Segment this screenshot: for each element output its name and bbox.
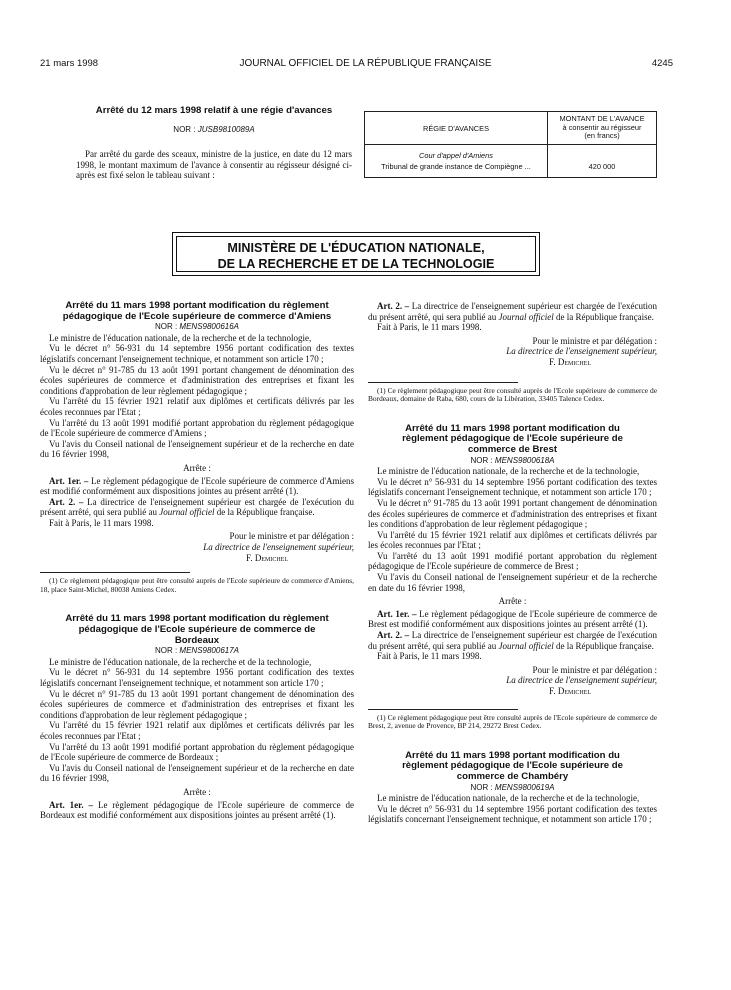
bordeaux-p5: Vu l'arrêté du 13 août 1991 modifié portant approbation du règlement pédagogique de l'Ecole supérieure de commerce de Bordeaux ; (40, 741, 354, 763)
brest-art2-label: Art. 2. – (377, 630, 410, 641)
amiens-art2-label: Art. 2. – (49, 496, 84, 507)
brest-footnote: (1) Ce règlement pédagogique peut être consulté auprès de l'Ecole supérieure de commerce de Brest, 2, avenue de Provence, BP 214, 29272 Brest Cedex. (368, 712, 657, 731)
brest-art1-label: Art. 1er. – (377, 608, 417, 619)
amount-value: 420 000 (588, 161, 616, 171)
brest-journal-officiel: Journal officiel (498, 640, 554, 651)
bordeaux-p3: Vu le décret n° 91-785 du 13 août 1991 portant changement de dénomination des écoles supérieures de commerce et d'administration des entreprises et fixant les conditions d'approbation de leur règlement pédagogique ; (40, 688, 354, 720)
ministry-line2: DE LA RECHERCHE ET DE LA TECHNOLOGIE (217, 257, 495, 271)
montant-line3: (en francs) (584, 131, 620, 141)
amiens-signature-name: F. Demichel (246, 552, 288, 563)
brest-art2-text: La directrice de l'enseignement supérieur est chargée de l'exécution du présent arrêté, qui sera publié au (368, 630, 657, 651)
brest-signature (368, 686, 657, 697)
amiens-p3: Vu le décret n° 91-785 du 13 août 1991 portant changement de dénomination des écoles supérieures de commerce et d'administration des entreprises et fixant les conditions d'approbation de leur règlement pédagogique ; (40, 364, 354, 396)
brest-p6: Vu l'avis du Conseil national de l'enseignement supérieur et de la recherche en date du 16 février 1998, (368, 572, 657, 593)
brest-fait: Fait à Paris, le 11 mars 1998. (377, 651, 482, 662)
avances-table (364, 111, 657, 178)
montant-line1: MONTANT DE L'AVANCE (559, 114, 645, 124)
brest-art1-text: Le règlement pédagogique de l'Ecole supérieure de commerce de Brest est modifié conformément aux dispositions jointes au présent arrêté (1). (368, 608, 658, 630)
amiens-nor: NOR : MENS9800616A (154, 322, 240, 332)
brest-nor: NOR : MENS9800618A (470, 455, 555, 465)
ministry-banner (172, 232, 540, 276)
bordeaux-arrete: Arrête : (183, 786, 211, 797)
bordeaux-signature-name: F. Demichel (549, 356, 591, 367)
bordeaux-p6: Vu l'avis du Conseil national de l'enseignement supérieur et de la recherche en date du 16 février 1998, (40, 762, 354, 784)
amiens-fait: Fait à Paris, le 11 mars 1998. (49, 517, 154, 528)
brest-signature-name: F. Demichel (549, 686, 591, 696)
amiens-footnote-rule (40, 572, 190, 573)
table-header-montant (548, 112, 657, 145)
bordeaux-p1: Le ministre de l'éducation nationale, de la recherche et de la technologie, (49, 656, 312, 667)
amiens-pour: Pour le ministre et par délégation : (229, 531, 354, 542)
brest-art2 (368, 630, 657, 651)
amiens-footnote: (1) Ce règlement pédagogique peut être consulté auprès de l'Ecole supérieure de commerce d'Amiens, 18, place Saint-Michel, 80038 Amiens Cedex. (40, 576, 354, 594)
nor-label: NOR : (173, 124, 196, 134)
bordeaux-footnote: (1) Ce règlement pédagogique peut être consulté auprès de l'Ecole supérieure de commerce de Bordeaux, domaine de Raba, 680, cours de la Libération, 33405 Talence Cedex. (368, 385, 657, 404)
bordeaux-p4: Vu l'arrêté du 15 février 1921 relatif aux diplômes et certificats délivrés par les écoles reconnues par l'Etat ; (40, 720, 354, 741)
amiens-nor-code: MENS9800616A (179, 322, 240, 332)
amiens-art1 (40, 476, 354, 497)
bordeaux-title: Arrêté du 11 mars 1998 portant modification du règlement pédagogique de l'Ecole supérieure de commerce de Bordeaux (65, 613, 329, 646)
regie-section (76, 106, 352, 181)
amiens-art1-text: Le règlement pédagogique de l'Ecole supérieure de commerce d'Amiens est modifié conformément aux dispositions jointes au présent arrêté (1). (40, 475, 354, 497)
ministry-line1: MINISTÈRE DE L'ÉDUCATION NATIONALE, (227, 241, 485, 255)
amiens-title: Arrêté du 11 mars 1998 portant modification du règlement pédagogique de l'Ecole supérieure de commerce d'Amiens (62, 300, 332, 322)
left-column (40, 301, 354, 821)
brest-p4: Vu l'arrêté du 15 février 1921 relatif aux diplômes et certificats délivrés par les écoles reconnues par l'Etat ; (368, 529, 657, 551)
amiens-art1-label: Art. 1er. – (49, 475, 89, 486)
table-row-regie (365, 145, 548, 178)
amiens-arrete: Arrête : (183, 462, 211, 473)
brest-nor-code: MENS9800618A (494, 455, 555, 465)
amiens-p4: Vu l'arrêté du 15 février 1921 relatif aux diplômes et certificats délivrés par les écoles reconnues par l'Etat ; (40, 396, 354, 417)
bordeaux-art2-label: Art. 2. – (377, 301, 410, 311)
amiens-directrice: La directrice de l'enseignement supérieur, (203, 542, 354, 553)
brest-p3: Vu le décret n° 91-785 du 13 août 1991 portant changement de dénomination des écoles supérieures de commerce et d'administration des entreprises et fixant les conditions d'approbation de leur règlement pédagogique ; (368, 497, 657, 530)
regie-nor (76, 125, 352, 136)
journal-title: JOURNAL OFFICIEL DE LA RÉPUBLIQUE FRANÇAISE (239, 58, 492, 69)
bordeaux-nor-code: MENS9800617A (179, 646, 240, 656)
page-number: 4245 (651, 58, 673, 69)
right-column (368, 301, 657, 825)
brest-pour: Pour le ministre et par délégation : (532, 664, 657, 675)
montant-line2: à consentir au régisseur (562, 122, 642, 132)
brest-footnote-rule (368, 709, 518, 710)
brest-p2: Vu le décret n° 56-931 du 14 septembre 1956 portant codification des textes législatifs concernant l'enseignement technique, et notamment son article 170 ; (368, 476, 657, 498)
amiens-p2: Vu le décret n° 56-931 du 14 septembre 1956 portant codification des textes législatifs concernant l'enseignement technique, et notamment son article 170 ; (40, 343, 354, 364)
amiens-art2 (40, 497, 354, 518)
bordeaux-fait: Fait à Paris, le 11 mars 1998. (377, 322, 482, 333)
brest-directrice: La directrice de l'enseignement supérieur, (506, 675, 657, 686)
amiens-signature (40, 553, 354, 564)
chambery-p1: Le ministre de l'éducation nationale, de la recherche et de la technologie, (377, 793, 640, 804)
brest-p5: Vu l'arrêté du 13 août 1991 modifié portant approbation du règlement pédagogique de l'Ecole supérieure de commerce de Brest ; (368, 550, 657, 572)
amiens-art2-text: La directrice de l'enseignement supérieur est chargée de l'exécution du présent arrêté, qui sera publié au (40, 496, 355, 518)
arrete-amiens (40, 301, 354, 594)
nor-code: JUSB9810089A (197, 124, 255, 134)
table-header-regie: RÉGIE D'AVANCES (365, 112, 548, 145)
bordeaux-art1-label: Art. 1er. – (49, 799, 94, 810)
bordeaux-continued (368, 301, 657, 404)
bordeaux-journal-officiel: Journal officiel (498, 311, 554, 322)
brest-art2-end: de la République française. (555, 640, 654, 651)
regie-text: Par arrêté du garde des sceaux, ministre de la justice, en date du 12 mars 1998, le montant maximum de l'avance à consentir au régisseur désigné ci-après est fixé selon le tableau suivant : (76, 149, 352, 181)
bordeaux-art2 (368, 301, 657, 322)
amiens-p5: Vu l'arrêté du 13 août 1991 modifié portant approbation du règlement pédagogique de l'Ecole supérieure de commerce d'Amiens ; (40, 417, 354, 439)
bordeaux-art2-end: de la République française. (555, 311, 654, 322)
bordeaux-nor: NOR : MENS9800617A (154, 646, 240, 656)
chambery-nor: NOR : MENS9800619A (470, 782, 555, 792)
table-row-amount (548, 145, 657, 178)
chambery-p2: Vu le décret n° 56-931 du 14 septembre 1956 portant codification des textes législatifs concernant l'enseignement technique, et notamment son article 170 ; (368, 803, 657, 825)
bordeaux-signature (368, 357, 657, 368)
brest-title: Arrêté du 11 mars 1998 portant modification du règlement pédagogique de l'Ecole supérieure de commerce de Brest (402, 422, 623, 455)
chambery-title: Arrêté du 11 mars 1998 portant modification du règlement pédagogique de l'Ecole supérieure de commerce de Chambéry (402, 749, 623, 782)
amiens-p1: Le ministre de l'éducation nationale, de la recherche et de la technologie, (49, 332, 312, 343)
chambery-nor-code: MENS9800619A (494, 782, 555, 792)
bordeaux-pour: Pour le ministre et par délégation : (532, 335, 657, 346)
bordeaux-directrice: La directrice de l'enseignement supérieur, (506, 346, 657, 357)
header-date: 21 mars 1998 (40, 58, 99, 69)
amiens-journal-officiel: Journal officiel (159, 507, 215, 518)
brest-p1: Le ministre de l'éducation nationale, de la recherche et de la technologie, (377, 466, 640, 477)
bordeaux-p2: Vu le décret n° 56-931 du 14 septembre 1956 portant codification des textes législatifs concernant l'enseignement technique, et notamment son article 170 ; (40, 667, 354, 688)
court-label: Cour d'appel d'Amiens (419, 151, 493, 160)
arrete-chambery (368, 751, 657, 825)
bordeaux-art2-text: La directrice de l'enseignement supérieur est chargée de l'exécution du présent arrêté, qui sera publié au (368, 301, 657, 322)
arrete-brest (368, 424, 657, 731)
bordeaux-art1 (40, 800, 354, 821)
amiens-p6: Vu l'avis du Conseil national de l'enseignement supérieur et de la recherche en date du 16 février 1998, (40, 438, 354, 460)
bordeaux-footnote-rule (368, 382, 518, 383)
arrete-bordeaux (40, 614, 354, 820)
tribunal-label: Tribunal de grande instance de Compiègne ... (381, 162, 531, 171)
brest-arrete: Arrête : (498, 596, 527, 607)
regie-title: Arrêté du 12 mars 1998 relatif à une régie d'avances (95, 105, 333, 116)
bordeaux-art1-text: Le règlement pédagogique de l'Ecole supérieure de commerce de Bordeaux est modifié conformément aux dispositions jointes au présent arrêté (1). (40, 799, 355, 821)
brest-art1 (368, 609, 657, 630)
amiens-art2-end: de la République française. (216, 507, 315, 518)
